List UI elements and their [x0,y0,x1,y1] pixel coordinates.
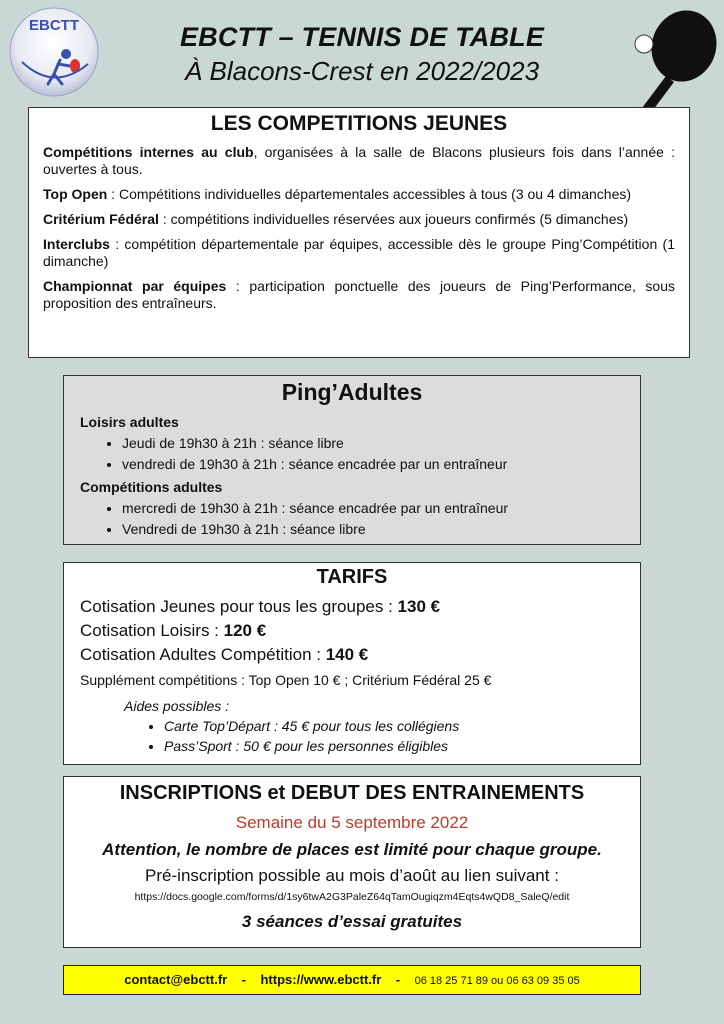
free-sessions-text: 3 séances d’essai gratuites [241,912,463,931]
adultes-section [63,375,641,545]
jeunes-item-text: : compétition départementale par équipes, accessible dès le groupe Ping’Compétition (1 dimanche) [43,236,675,269]
jeunes-item-text: : participation ponctuelle des joueurs de Ping’Performance, sous proposition des entraîneurs. [43,278,675,311]
aides-list-wrapper [80,716,624,756]
tarif-label: Cotisation Loisirs : [80,621,224,640]
contact-row [64,966,640,995]
preinscription-text: Pré-inscription possible au mois d’août au lien suivant : [145,866,559,885]
tarif-line [80,595,624,619]
jeunes-item-text: : Compétitions individuelles départementales accessibles à tous (3 ou 4 dimanches) [107,186,632,202]
separator: - [395,972,401,987]
contact-phones: 06 18 25 71 89 ou 06 63 09 35 05 [414,975,580,987]
loisirs-title: Loisirs adultes [80,414,179,430]
competitions-adultes-list [80,498,624,540]
preinscription-link[interactable]: https://docs.google.com/forms/d/1sy6twA2G3PaleZ64qTamOugiqzm4Eqts4wQD8_SaleQ/edit [134,891,570,903]
aides-title: Aides possibles : [124,698,230,714]
jeunes-title: LES COMPETITIONS JEUNES [210,112,508,135]
jeunes-item-text: , organisées à la salle de Blacons plusieurs fois dans l’année : ouvertes à tous. [43,144,675,177]
tarifs-section [63,562,641,765]
list-item: • Jeudi de 19h30 à 21h : séance libre [122,433,624,454]
list-item: • Vendredi de 19h30 à 21h : séance libre [122,519,624,540]
competitions-adultes-title: Compétitions adultes [80,479,223,495]
tarif-price: 130 € [397,597,441,616]
jeunes-item-term: Critérium Fédéral [43,211,159,227]
jeunes-section [28,107,690,358]
list-item: • vendredi de 19h30 à 21h : séance encadrée par un entraîneur [122,454,624,475]
adultes-title: Ping’Adultes [281,379,423,405]
contact-bar [63,965,641,995]
supplement-text: Supplément compétitions : Top Open 10 € ; Critérium Fédéral 25 € [80,672,492,688]
jeunes-item-text: : compétitions individuelles réservées aux joueurs confirmés (5 dimanches) [158,211,629,227]
jeunes-item [43,186,675,203]
loisirs-list [80,433,624,475]
jeunes-item-term: Championnat par équipes [43,278,227,294]
contact-website[interactable]: https://www.ebctt.fr [260,972,382,987]
aides-list [80,716,624,756]
jeunes-item-term: Top Open [43,186,108,202]
inscriptions-section [63,776,641,948]
jeunes-item-term: Compétitions internes au club [43,144,254,160]
list-item: • mercredi de 19h30 à 21h : séance encadrée par un entraîneur [122,498,624,519]
list-item: • Carte Top’Départ : 45 € pour tous les collégiens [164,716,624,736]
list-item: • Pass’Sport : 50 € pour les personnes éligibles [164,736,624,756]
tarif-price: 120 € [223,621,267,640]
contact-email[interactable]: contact@ebctt.fr [124,972,228,987]
jeunes-item-term: Interclubs [43,236,110,252]
tarifs-title: TARIFS [316,566,388,588]
tarif-label: Cotisation Adultes Compétition : [80,645,326,664]
jeunes-item [43,144,675,178]
tarif-line [80,643,624,667]
start-date: Semaine du 5 septembre 2022 [235,813,469,832]
jeunes-item [43,211,675,228]
jeunes-item [43,236,675,270]
page-subtitle: À Blacons-Crest en 2022/2023 [184,56,540,86]
page-title: EBCTT – TENNIS DE TABLE [179,22,545,52]
tarif-line [80,619,624,643]
separator: - [241,972,247,987]
logo-text: EBCTT [29,17,79,34]
tarif-price: 140 € [325,645,369,664]
jeunes-item [43,278,675,312]
places-warning: Attention, le nombre de places est limité pour chaque groupe. [102,840,602,859]
inscriptions-title: INSCRIPTIONS et DEBUT DES ENTRAINEMENTS [119,782,585,804]
tarif-label: Cotisation Jeunes pour tous les groupes : [80,597,398,616]
